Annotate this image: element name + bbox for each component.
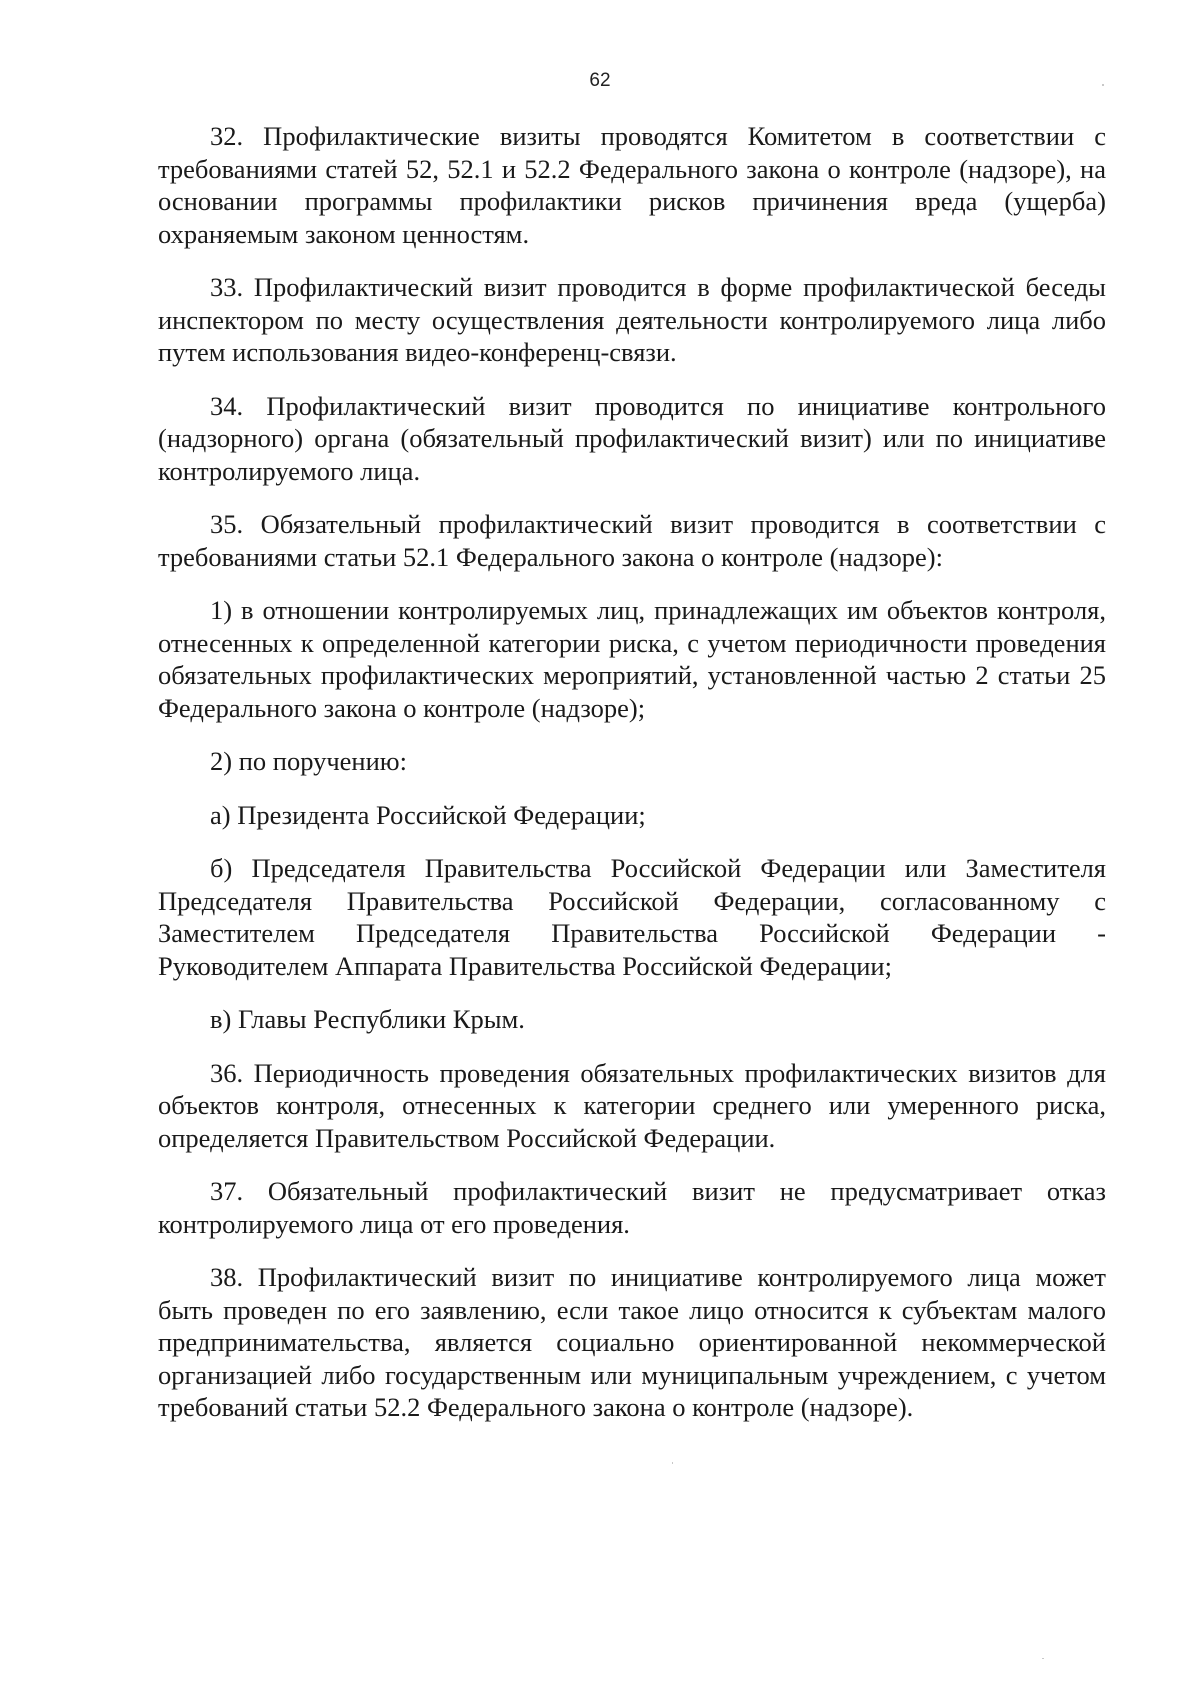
subparagraph-2: 2) по поручению:	[210, 746, 407, 776]
page-number: 62	[589, 70, 611, 91]
paragraph-34: 34. Профилактический визит проводится по инициативе контрольного (надзорного) органа (обязательный профилактический визит) или по инициативе контролируемого лица.	[158, 390, 1106, 486]
paragraph-33: 33. Профилактический визит проводится в форме профилактической беседы инспектором по месту осуществления деятельности контролируемого лица либо путем использования видео-конференц-связи.	[158, 272, 1106, 367]
subparagraph-1: 1) в отношении контролируемых лиц, принадлежащих им объектов контроля, отнесенных к определенной категории риска, с учетом периодичности проведения обязательных профилактических мероприятий, установленной частью 2 статьи 25 Федерального закона о контроле (надзоре);	[158, 595, 1106, 723]
paragraph-38: 38. Профилактический визит по инициативе контролируемого лица может быть проведен по его заявлению, если такое лицо относится к субъектам малого предпринимательства, является социально ориентированной некоммерческой организацией либо государственным или муниципальным учреждением, с учетом требований статьи 52.2 Федерального закона о контроле (надзоре).	[158, 1262, 1106, 1422]
paragraph-37: 37. Обязательный профилактический визит не предусматривает отказ контролируемого лица от его проведения.	[158, 1176, 1106, 1239]
paragraph-32: 32. Профилактические визиты проводятся Комитетом в соответствии с требованиями статей 52, 52.1 и 52.2 Федерального закона о контроле (надзоре), на основании программы профилактики рисков причинения вреда (ущерба) охраняемым законом ценностям.	[158, 121, 1106, 249]
subparagraph-a: а) Президента Российской Федерации;	[210, 799, 646, 830]
paragraph-35: 35. Обязательный профилактический визит проводится в соответствии с требованиями статьи 52.1 Федерального закона о контроле (надзоре):	[158, 509, 1106, 572]
scan-speck	[1042, 1658, 1044, 1659]
document-body	[158, 120, 1106, 1445]
subparagraph-b: б) Председателя Правительства Российской Федерации или Заместителя Председателя Правительства Российской Федерации, согласованному с Заместителем Председателя Правительства Российской Федерации - Руководителем Аппарата Правительства Российской Федерации;	[158, 853, 1106, 981]
scan-speck	[672, 1462, 673, 1464]
scan-speck	[1102, 84, 1104, 86]
subparagraph-v: в) Главы Республики Крым.	[210, 1004, 525, 1034]
paragraph-36: 36. Периодичность проведения обязательных профилактических визитов для объектов контроля, отнесенных к категории среднего или умеренного риска, определяется Правительством Российской Федерации.	[158, 1057, 1106, 1153]
